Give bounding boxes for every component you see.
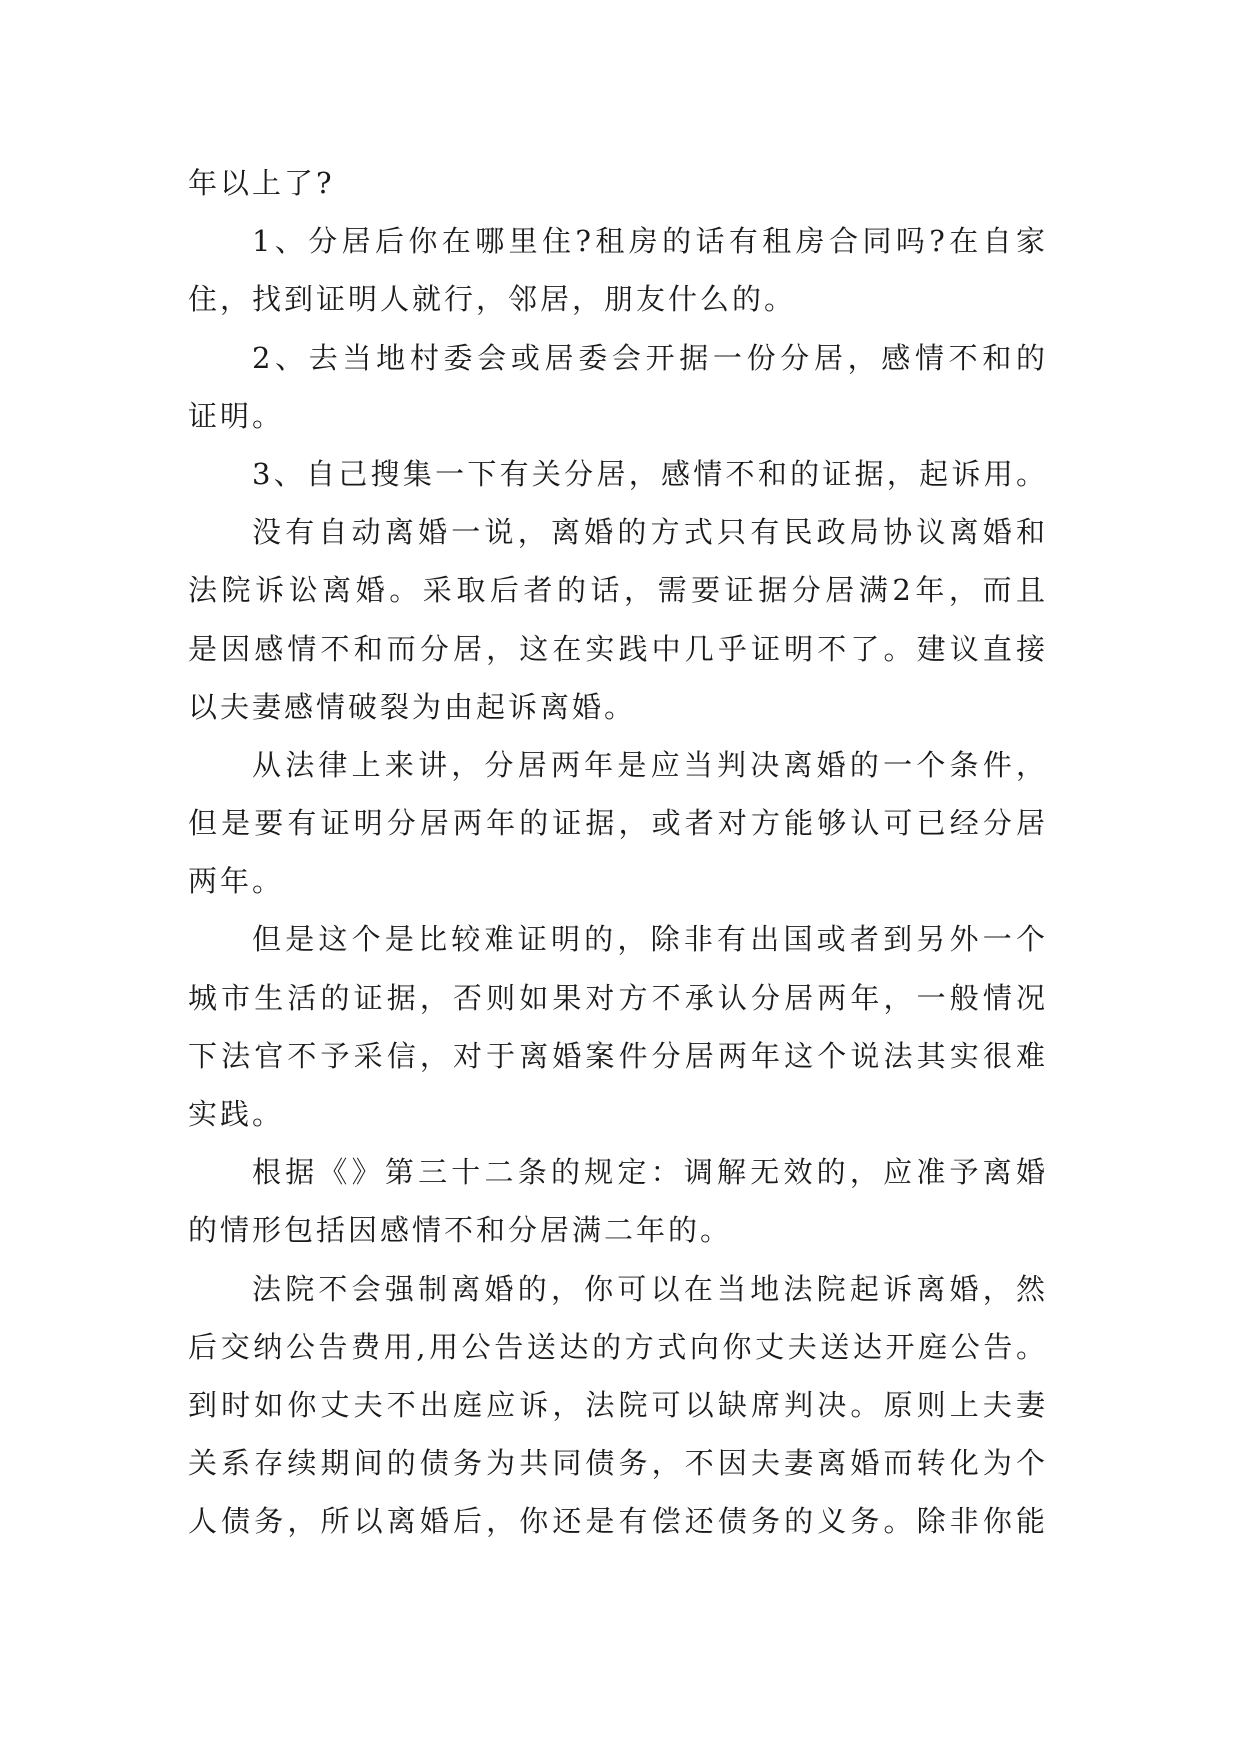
text-line: 是因感情不和而分居，这在实践中几乎证明不了。建议直接 xyxy=(188,631,1048,666)
text-line: 法院诉讼离婚。采取后者的话，需要证据分居满2年，而且 xyxy=(188,573,1048,608)
text-line: 1、分居后你在哪里住?租房的话有租房合同吗?在自家 xyxy=(252,224,1048,259)
text-line: 以夫妻感情破裂为由起诉离婚。 xyxy=(188,689,637,724)
text-line: 后交纳公告费用,用公告送达的方式向你丈夫送达开庭公告。 xyxy=(188,1329,1048,1364)
text-line: 根据《》第三十二条的规定：调解无效的，应准予离婚 xyxy=(252,1155,1048,1190)
text-line: 关系存续期间的债务为共同债务，不因夫妻离婚而转化为个 xyxy=(188,1446,1048,1481)
paragraph-9 xyxy=(188,1260,1048,1551)
document-body xyxy=(188,154,1048,1551)
text-line: 没有自动离婚一说，离婚的方式只有民政局协议离婚和 xyxy=(252,515,1048,550)
text-line: 2、去当地村委会或居委会开据一份分居，感情不和的 xyxy=(252,340,1048,375)
paragraph-4 xyxy=(188,445,1048,503)
text-line: 但是这个是比较难证明的，除非有出国或者到另外一个 xyxy=(252,922,1048,957)
text-line: 但是要有证明分居两年的证据，或者对方能够认可已经分居 xyxy=(188,806,1048,841)
paragraph-1 xyxy=(188,154,1048,212)
text-line: 实践。 xyxy=(188,1097,285,1131)
text-line: 年以上了? xyxy=(188,166,335,200)
paragraph-8 xyxy=(188,1143,1048,1259)
paragraph-7 xyxy=(188,910,1048,1143)
text-line: 3、自己搜集一下有关分居，感情不和的证据，起诉用。 xyxy=(252,456,1048,491)
text-line: 两年。 xyxy=(188,864,285,899)
text-line: 从法律上来讲，分居两年是应当判决离婚的一个条件， xyxy=(252,747,1048,782)
text-line: 下法官不予采信，对于离婚案件分居两年这个说法其实很难 xyxy=(188,1038,1048,1073)
text-line: 的情形包括因感情不和分居满二年的。 xyxy=(188,1213,733,1248)
text-line: 法院不会强制离婚的，你可以在当地法院起诉离婚，然 xyxy=(252,1271,1048,1306)
paragraph-6 xyxy=(188,736,1048,911)
text-line: 证明。 xyxy=(188,398,285,433)
paragraph-5 xyxy=(188,503,1048,736)
paragraph-2 xyxy=(188,212,1048,328)
text-line: 城市生活的证据，否则如果对方不承认分居两年，一般情况 xyxy=(188,980,1048,1015)
text-line: 到时如你丈夫不出庭应诉，法院可以缺席判决。原则上夫妻 xyxy=(188,1387,1048,1422)
text-line: 人债务，所以离婚后，你还是有偿还债务的义务。除非你能 xyxy=(188,1504,1048,1539)
text-line: 住，找到证明人就行，邻居，朋友什么的。 xyxy=(188,282,797,317)
paragraph-3 xyxy=(188,329,1048,445)
